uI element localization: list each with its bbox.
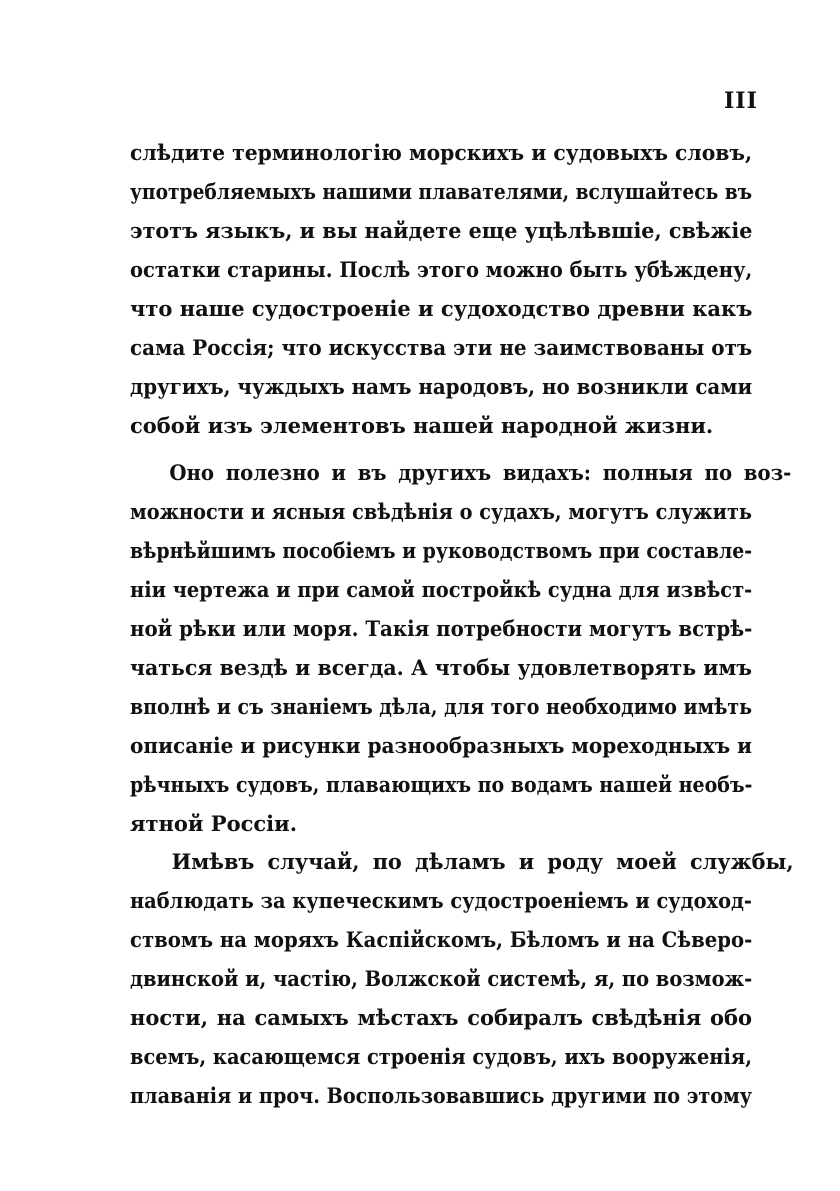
text-line: можности и ясныя свѣдѣнія о судахъ, могутъ служить: [130, 499, 752, 524]
text-line: Оно полезно и въ другихъ видахъ: полныя по воз-: [169, 460, 792, 485]
paragraph-3: [130, 842, 794, 1115]
text-line: ствомъ на моряхъ Каспійскомъ, Бѣломъ и на Сѣверо-: [130, 927, 753, 952]
text-line: ности, на самыхъ мѣстахъ собиралъ свѣдѣнія обо: [130, 1005, 752, 1030]
text-line: описаніе и рисунки разнообразныхъ мореходныхъ и: [130, 733, 753, 758]
text-line: двинской и, частію, Волжской системѣ, я, по возмож-: [130, 966, 753, 991]
text-line: другихъ, чуждыхъ намъ народовъ, но возникли сами: [130, 374, 753, 399]
text-line: вполнѣ и съ знаніемъ дѣла, для того необходимо имѣть: [130, 694, 753, 719]
text-line: что наше судостроеніе и судоходство древни какъ: [130, 296, 753, 321]
text-line: ной рѣки или моря. Такія потребности могутъ встрѣ-: [130, 616, 753, 641]
text-line: этотъ языкъ, и вы найдете еще уцѣлѣвшіе, свѣжіе: [130, 218, 753, 243]
text-line: чаться вездѣ и всегда. А чтобы удовлетворять имъ: [130, 655, 752, 680]
text-line: вѣрнѣйшимъ пособіемъ и руководствомъ при составле-: [130, 538, 753, 563]
text-line: слѣдите терминологію морскихъ и судовыхъ словъ,: [130, 140, 753, 165]
text-line: употребляемыхъ нашими плавателями, вслушайтесь въ: [130, 179, 752, 204]
paragraph-1: [130, 133, 752, 445]
text-line: наблюдать за купеческимъ судостроеніемъ и судоход-: [130, 888, 752, 913]
text-line: ятной Россіи.: [130, 811, 298, 836]
text-line: рѣчныхъ судовъ, плавающихъ по водамъ нашей необъ-: [130, 772, 753, 797]
text-line: собой изъ элементовъ нашей народной жизни.: [130, 413, 714, 438]
text-line: остатки старины. Послѣ этого можно быть убѣждену,: [130, 257, 753, 282]
text-line: всемъ, касающемся строенія судовъ, ихъ вооруженія,: [130, 1044, 752, 1069]
paragraph-2: [130, 453, 792, 843]
text-line: ніи чертежа и при самой постройкѣ судна для извѣст-: [130, 577, 753, 602]
page-number: III: [724, 88, 758, 114]
text-line: плаванія и проч. Воспользовавшись другими по этому: [130, 1083, 753, 1108]
text-line: Имѣвъ случай, по дѣламъ и роду моей службы,: [171, 849, 794, 874]
text-line: сама Россія; что искусства эти не заимствованы отъ: [130, 335, 753, 360]
